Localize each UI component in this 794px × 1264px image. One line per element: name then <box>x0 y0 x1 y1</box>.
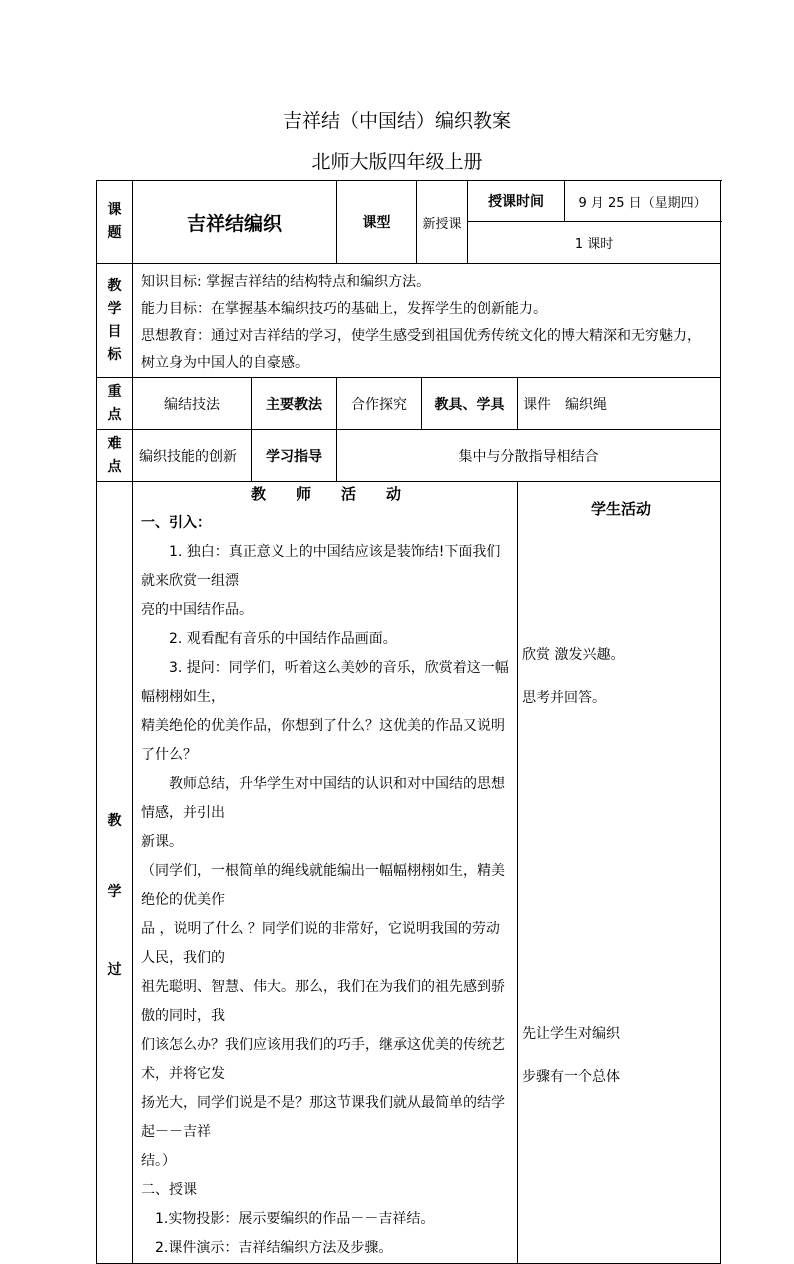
period-value: 1 课时 <box>468 222 721 264</box>
lesson-plan-table <box>96 180 721 1264</box>
student-line: 欣赏 激发兴趣。 <box>522 647 625 663</box>
time-value: 9 月 25 日（星期四） <box>565 181 721 222</box>
teacher-line: 2. 观看配有音乐的中国结作品画面。 <box>169 631 397 647</box>
method-label: 主要教法 <box>252 378 337 430</box>
process-label-char: 学 <box>107 884 122 900</box>
goals-content <box>133 264 721 378</box>
teacher-activity-header: 教 师 活 动 <box>251 485 402 503</box>
difficulty-value: 编织技能的创新 <box>133 430 252 482</box>
tools-label: 教具、学具 <box>422 378 518 430</box>
goal-line: 能力目标：在掌握基本编织技巧的基础上，发挥学生的创新能力。 <box>141 301 547 317</box>
type-value: 新授课 <box>417 181 468 264</box>
teacher-line: 扬光大，同学们说是不是？那这节课我们就从最简单的结学起－－吉祥 <box>141 1095 505 1140</box>
teacher-line: 教师总结，升华学生对中国结的认识和对中国结的思想情感，并引出 <box>141 776 505 821</box>
goal-line: 知识目标: 掌握吉祥结的结构特点和编织方法。 <box>141 274 431 290</box>
teacher-line: 2.课件演示：吉祥结编织方法及步骤。 <box>155 1240 393 1256</box>
teacher-line: 品 ，说明了什么 ？同学们说的非常好，它说明我国的劳动人民，我们的 <box>141 921 500 966</box>
student-line: 先让学生对编织 <box>522 1026 621 1042</box>
process-label-char: 过 <box>107 962 122 978</box>
goal-line: 思想教育：通过对吉祥结的学习，使学生感受到祖国优秀传统文化的博大精深和无穷魅力， <box>141 328 701 344</box>
guide-label: 学习指导 <box>252 430 337 482</box>
goals-label: 教学目标 <box>107 277 122 363</box>
teacher-line: 1. 独白：真正意义上的中国结应该是装饰结!下面我们就来欣赏一组漂 <box>141 544 501 589</box>
teacher-line: 亮的中国结作品。 <box>141 602 253 618</box>
teacher-line: 新课。 <box>141 834 183 850</box>
teacher-line: 们该怎么办？我们应该用我们的巧手，继承这优美的传统艺术，并将它发 <box>141 1037 505 1082</box>
difficulty-label-cell <box>97 430 133 482</box>
goals-label-cell <box>97 264 133 378</box>
tools-value: 课件 编织绳 <box>518 378 721 430</box>
time-label: 授课时间 <box>468 181 565 222</box>
key-label: 重点 <box>107 383 122 423</box>
course-name: 吉祥结编织 <box>133 181 337 264</box>
process-label-cell <box>97 482 133 1264</box>
key-value: 编结技法 <box>133 378 252 430</box>
student-activity-header: 学生活动 <box>591 500 652 518</box>
teacher-line: 1.实物投影：展示要编织的作品－－吉祥结。 <box>155 1211 435 1227</box>
difficulty-label: 难点 <box>107 435 122 475</box>
document-title: 吉祥结（中国结）编织教案 <box>282 110 511 132</box>
document-subtitle: 北师大版四年级上册 <box>311 151 483 173</box>
section-heading: 二、授课 <box>141 1182 197 1198</box>
guide-value: 集中与分散指导相结合 <box>337 430 721 482</box>
course-label: 课题 <box>107 202 122 241</box>
teacher-line: 3. 提问：同学们，听着这么美妙的音乐，欣赏着这一幅幅栩栩如生， <box>141 660 509 705</box>
teacher-line: 精美绝伦的优美作品，你想到了什么？这优美的作品又说明了什么？ <box>141 718 505 763</box>
course-label-cell <box>97 181 133 264</box>
student-line: 思考并回答。 <box>522 690 607 706</box>
process-label-char: 教 <box>107 813 122 829</box>
teacher-line: 结。） <box>141 1153 176 1169</box>
section-heading: 一、引入： <box>141 515 211 531</box>
method-value: 合作探究 <box>337 378 422 430</box>
type-label: 课型 <box>337 181 417 264</box>
teacher-line: （同学们，一根简单的绳线就能编出一幅幅栩栩如生，精美绝伦的优美作 <box>141 863 505 908</box>
student-line: 步骤有一个总体 <box>522 1069 621 1085</box>
key-label-cell <box>97 378 133 430</box>
goal-line: 树立身为中国人的自豪感。 <box>141 355 309 371</box>
student-activity <box>518 482 721 1264</box>
teacher-line: 祖先聪明、智慧、伟大。那么，我们在为我们的祖先感到骄傲的同时，我 <box>141 979 505 1024</box>
teacher-activity <box>133 482 518 1264</box>
